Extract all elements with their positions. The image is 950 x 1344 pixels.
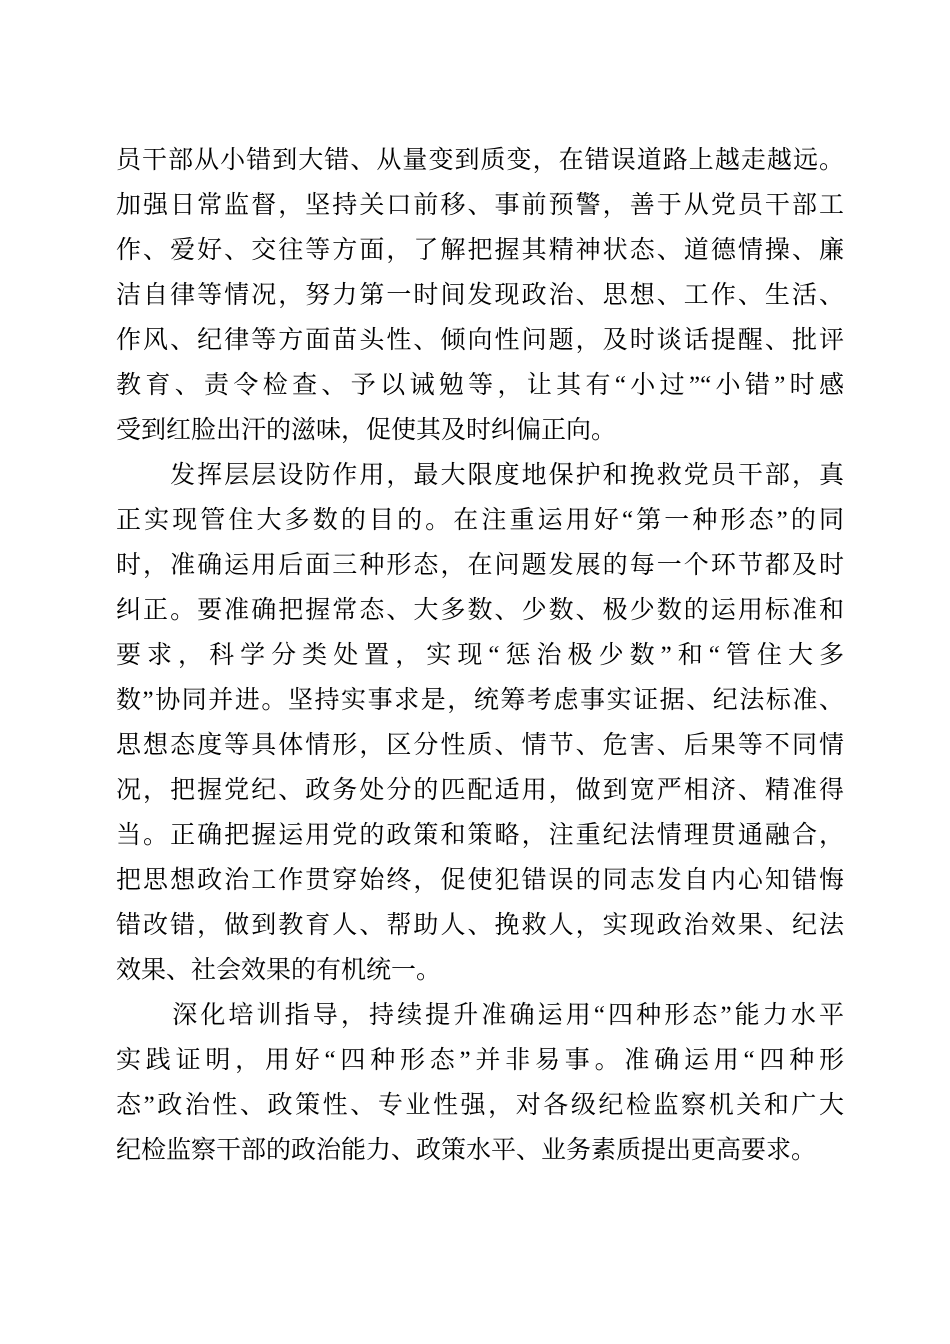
text-line: 教育、责令检查、予以诫勉等，让其有“小过”“小错”时感 (116, 372, 844, 399)
text-line: 当。正确把握运用党的政策和策略，注重纪法情理贯通融合， (116, 822, 844, 849)
text-line: 数”协同并进。坚持实事求是，统筹考虑事实证据、纪法标准、 (116, 687, 844, 714)
text-line: 纠正。要准确把握常态、大多数、少数、极少数的运用标准和 (116, 597, 844, 624)
text-line: 深化培训指导，持续提升准确运用“四种形态”能力水平 (116, 1002, 844, 1029)
text-line: 洁自律等情况，努力第一时间发现政治、思想、工作、生活、 (116, 282, 844, 309)
text-line: 正实现管住大多数的目的。在注重运用好“第一种形态”的同 (116, 507, 844, 534)
text-line: 况，把握党纪、政务处分的匹配适用，做到宽严相济、精准得 (116, 777, 844, 804)
text-line: 发挥层层设防作用，最大限度地保护和挽救党员干部，真 (116, 462, 844, 489)
text-line: 态”政治性、政策性、专业性强，对各级纪检监察机关和广大 (116, 1092, 844, 1119)
text-line: 时，准确运用后面三种形态，在问题发展的每一个环节都及时 (116, 552, 844, 579)
text-line: 员干部从小错到大错、从量变到质变，在错误道路上越走越远。 (116, 147, 844, 174)
text-line: 纪检监察干部的政治能力、政策水平、业务素质提出更高要求。 (116, 1137, 817, 1164)
text-line: 效果、社会效果的有机统一。 (116, 957, 442, 984)
text-line: 错改错，做到教育人、帮助人、挽救人，实现政治效果、纪法 (116, 912, 844, 939)
text-line: 加强日常监督，坚持关口前移、事前预警，善于从党员干部工 (116, 192, 844, 219)
text-line: 作、爱好、交往等方面，了解把握其精神状态、道德情操、廉 (116, 237, 844, 264)
text-block (116, 138, 844, 1173)
text-line: 要求，科学分类处置，实现“惩治极少数”和“管住大多 (116, 642, 844, 669)
text-line: 作风、纪律等方面苗头性、倾向性问题，及时谈话提醒、批评 (116, 327, 844, 354)
text-line: 把思想政治工作贯穿始终，促使犯错误的同志发自内心知错悔 (116, 867, 844, 894)
text-line: 受到红脸出汗的滋味，促使其及时纠偏正向。 (116, 417, 617, 444)
text-line: 思想态度等具体情形，区分性质、情节、危害、后果等不同情 (116, 732, 844, 759)
text-line: 实践证明，用好“四种形态”并非易事。准确运用“四种形 (116, 1047, 844, 1074)
